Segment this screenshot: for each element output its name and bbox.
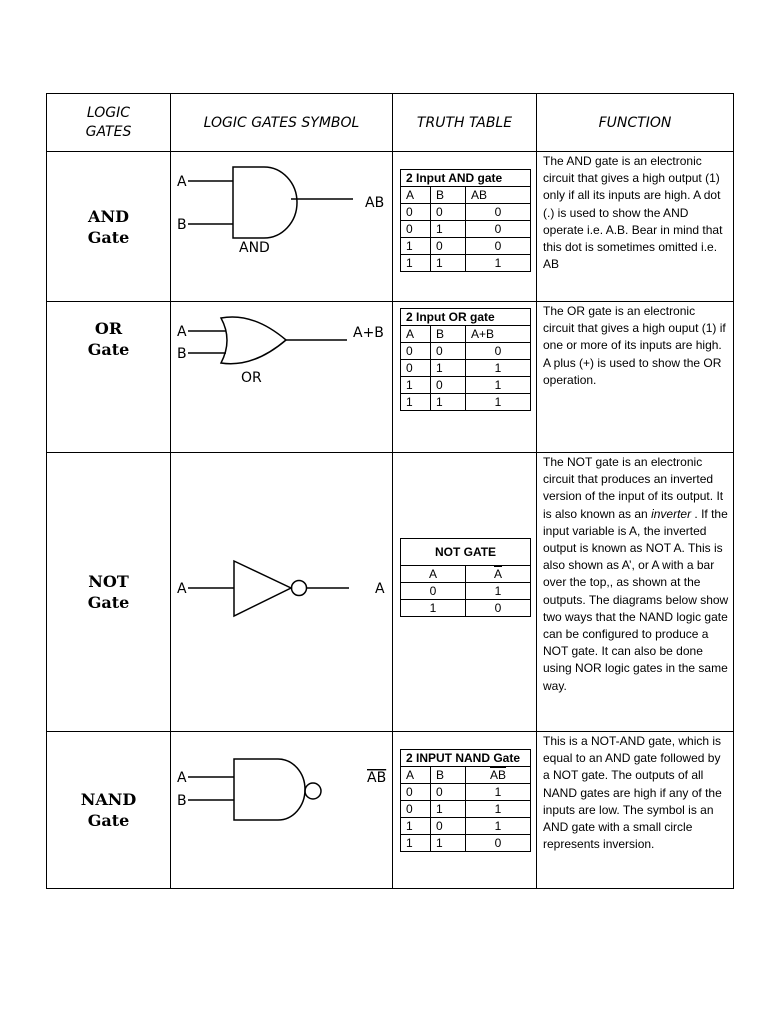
and-tt-cell: 0 <box>401 204 431 221</box>
and-function-text: The AND gate is an electronic circuit that gives a high output (1) only if all its inputs are high. A dot (.) is used to show the AND operate i.e. A.B. Bear in mind that this dot is sometimes omitted i.e. AB <box>543 154 723 272</box>
or-tt-caption: 2 Input OR gate <box>401 309 531 326</box>
nand-tt-header: $\overline{AB}$ <box>466 767 531 784</box>
not-tt-caption: NOT GATE <box>401 539 531 566</box>
not-gate-shape <box>188 561 349 616</box>
and-tt-cell: 0 <box>466 238 531 255</box>
not-function-text <box>543 454 729 695</box>
and-tt-cell: 1 <box>401 238 431 255</box>
not-gate-name <box>47 453 171 732</box>
or-caption: OR <box>241 370 262 386</box>
nand-gate-symbol <box>171 732 393 889</box>
nand-function-text: This is a NOT-AND gate, which is equal to an AND gate followed by a NOT gate. The outputs of all NAND gates are high if any of the inputs are low. The symbol is an AND gate with a small circle represents inversion. <box>543 734 722 852</box>
and-tt-header: AB <box>466 187 531 204</box>
and-tt-cell: 0 <box>431 238 466 255</box>
not-tt-header: A <box>401 566 466 583</box>
header-symbol: LOGIC GATES SYMBOL <box>171 94 393 152</box>
and-gate-shape <box>188 167 353 238</box>
or-gate-name-line2: Gate <box>87 340 130 359</box>
and-tt-cell: 1 <box>401 255 431 272</box>
and-input-b-label: B <box>177 217 187 233</box>
nand-function <box>537 732 734 889</box>
not-gate-name-line2: Gate <box>87 593 130 612</box>
or-tt-cell: 1 <box>466 360 531 377</box>
not-tt-cell: 1 <box>466 583 531 600</box>
and-gate-symbol <box>171 152 393 302</box>
or-gate-shape <box>188 317 347 364</box>
not-function-text-em: inverter <box>651 506 692 521</box>
not-tt-cell: 1 <box>401 600 466 617</box>
or-tt-cell: 1 <box>401 394 431 411</box>
and-function <box>537 152 734 302</box>
not-output-label: A <box>375 581 385 597</box>
header-logic-gates-text: LOGIC GATES <box>85 104 132 140</box>
and-tt-cell: 1 <box>431 255 466 272</box>
or-function-text: The OR gate is an electronic circuit that gives a high ouput (1) if one or more of its inputs are high. A plus (+) is used to show the OR operation. <box>543 304 726 387</box>
not-function-text-pre: The NOT gate is an electronic circuit that produces an inverted version of the input of its output. It is also known as an <box>543 455 724 521</box>
nand-tt-cell: 1 <box>466 801 531 818</box>
header-row <box>47 94 734 152</box>
nand-tt-caption: 2 INPUT NAND Gate <box>401 750 531 767</box>
nand-tt-cell: 1 <box>401 835 431 852</box>
and-tt-cell: 0 <box>466 221 531 238</box>
and-tt-header: A <box>401 187 431 204</box>
and-tt-cell: 0 <box>466 204 531 221</box>
nand-gate-name-line1: NAND <box>80 790 137 809</box>
nand-tt-cell: 0 <box>431 784 466 801</box>
nand-gate-name <box>47 732 171 889</box>
nand-tt-cell: 0 <box>401 784 431 801</box>
not-function-text-post: . If the input variable is A, the inverted output is known as NOT A. This is also shown as A’, or A with a bar over the top,, as shown at the outputs. The diagrams below show two ways that the NAND logic gate can be configured to produce a NOT gate. It can also be done using NOR logic gates in the same way. <box>543 506 729 693</box>
nand-gate-shape <box>188 759 321 820</box>
not-tt-header: $\overline{A}$ <box>466 566 531 583</box>
and-tt-caption: 2 Input AND gate <box>401 170 531 187</box>
nand-row <box>47 732 734 889</box>
and-caption: AND <box>239 240 270 256</box>
nand-input-b-label: B <box>177 793 187 809</box>
and-tt-cell: 0 <box>401 221 431 238</box>
and-gate-name-line1: AND <box>88 206 129 226</box>
nand-tt-cell: 1 <box>431 801 466 818</box>
or-tt-header: A <box>401 326 431 343</box>
nand-tt-cell: 1 <box>466 784 531 801</box>
nand-tt-cell: 1 <box>466 818 531 835</box>
or-gate-name-line1: OR <box>94 319 123 338</box>
nand-input-a-label: A <box>177 770 187 786</box>
or-tt-cell: 0 <box>431 343 466 360</box>
nand-tt-header: B <box>431 767 466 784</box>
nand-tt-header: A <box>401 767 431 784</box>
nand-truth-table <box>400 749 531 852</box>
or-truth-table <box>400 308 531 411</box>
nand-truth-cell <box>393 732 537 889</box>
or-output-label: A+B <box>353 325 384 341</box>
and-output-label: AB <box>365 195 385 211</box>
and-gate-name <box>47 152 171 302</box>
and-row <box>47 152 734 302</box>
or-tt-header: A+B <box>466 326 531 343</box>
or-gate-name <box>47 302 171 453</box>
nand-gate-name-line2: Gate <box>87 811 130 830</box>
nand-tt-cell: 1 <box>401 818 431 835</box>
and-input-a-label: A <box>177 174 187 190</box>
not-function <box>537 453 734 732</box>
or-input-b-label: B <box>177 346 187 362</box>
nand-output-label: AB <box>367 770 387 786</box>
logic-gates-table <box>46 93 734 889</box>
or-gate-symbol <box>171 302 393 453</box>
not-gate-name-line1: NOT <box>88 572 129 591</box>
and-tt-header: B <box>431 187 466 204</box>
not-tt-cell: 0 <box>401 583 466 600</box>
and-gate-name-line2: Gate <box>87 227 130 247</box>
nand-tt-cell: 0 <box>466 835 531 852</box>
or-gate-diagram <box>171 302 393 453</box>
nand-tt-cell: 0 <box>401 801 431 818</box>
and-truth-table <box>400 169 531 272</box>
not-tt-cell: 0 <box>466 600 531 617</box>
or-tt-cell: 1 <box>431 394 466 411</box>
or-tt-cell: 1 <box>431 360 466 377</box>
or-tt-cell: 0 <box>401 343 431 360</box>
or-tt-cell: 0 <box>466 343 531 360</box>
not-gate-diagram <box>171 453 393 732</box>
not-gate-symbol <box>171 453 393 732</box>
or-tt-cell: 0 <box>431 377 466 394</box>
and-truth-cell <box>393 152 537 302</box>
or-tt-cell: 1 <box>466 394 531 411</box>
or-row <box>47 302 734 453</box>
or-tt-header: B <box>431 326 466 343</box>
or-function <box>537 302 734 453</box>
not-row <box>47 453 734 732</box>
and-tt-cell: 0 <box>431 204 466 221</box>
header-truth-table: TRUTH TABLE <box>393 94 537 152</box>
nand-tt-cell: 1 <box>431 835 466 852</box>
or-truth-cell <box>393 302 537 453</box>
header-function: FUNCTION <box>537 94 734 152</box>
header-logic-gates <box>47 94 171 152</box>
not-truth-table <box>400 538 531 617</box>
nand-gate-diagram <box>171 732 393 889</box>
not-truth-cell <box>393 453 537 732</box>
not-input-a-label: A <box>177 581 187 597</box>
and-tt-cell: 1 <box>431 221 466 238</box>
or-tt-cell: 1 <box>401 377 431 394</box>
or-tt-cell: 1 <box>466 377 531 394</box>
or-tt-cell: 0 <box>401 360 431 377</box>
or-input-a-label: A <box>177 324 187 340</box>
and-tt-cell: 1 <box>466 255 531 272</box>
and-gate-diagram <box>171 152 393 302</box>
nand-tt-cell: 0 <box>431 818 466 835</box>
